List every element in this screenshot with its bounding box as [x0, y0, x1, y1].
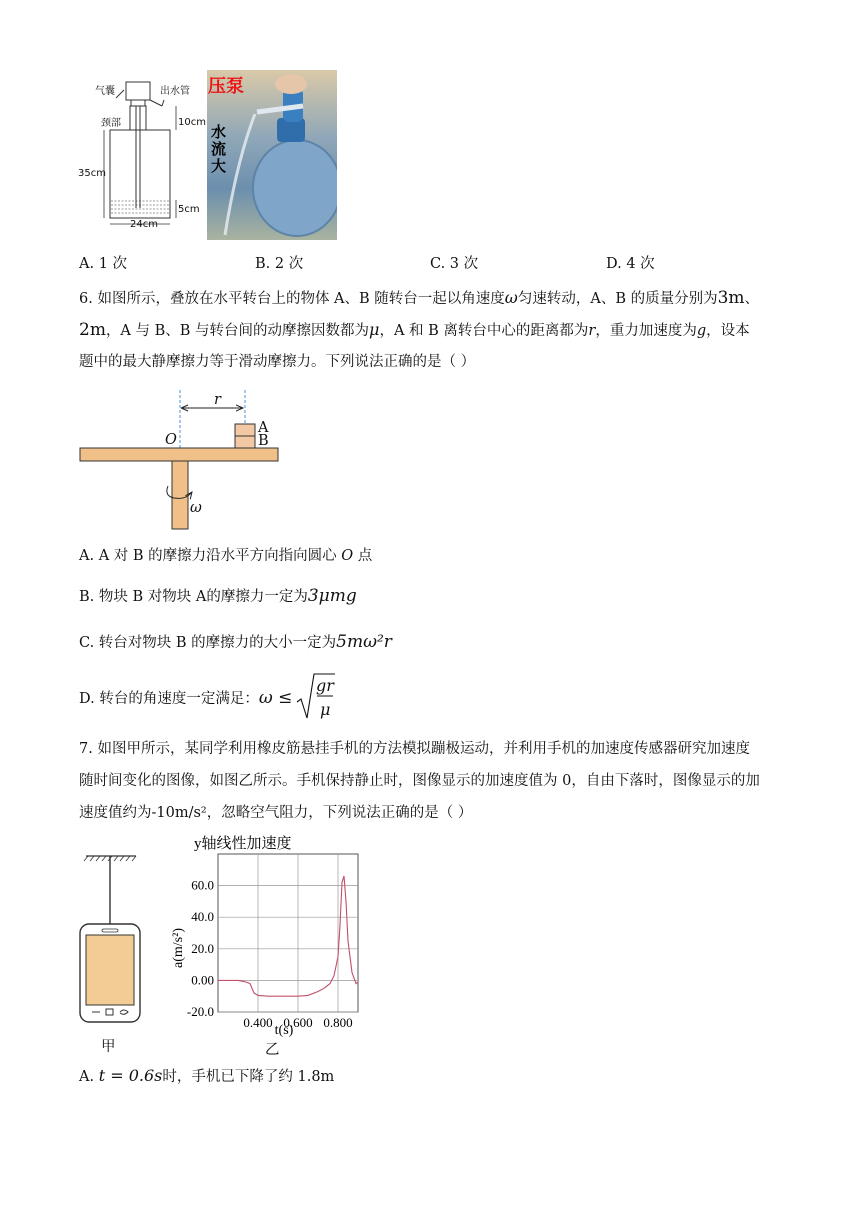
q6-text: 6. 如图所示，叠放在水平转台上的物体 A、B 随转台一起以角速度 [79, 291, 505, 307]
q6-mass-a: 3m [717, 288, 745, 308]
label-24cm: 24cm [130, 219, 158, 230]
q7-option-a-text: 时，手机已下降了约 1.8m [162, 1069, 335, 1085]
phone-svg [78, 852, 144, 1024]
chart-frame [218, 854, 358, 1012]
chart-y-axis-label: a(m/s²) [171, 928, 186, 968]
q6-option-d[interactable] [79, 688, 292, 709]
chart-x-tick-label: 0.400 [243, 1015, 273, 1030]
chart-y-tick-label: 20.0 [191, 940, 214, 956]
q7-stem-line1: 7. 如图甲所示，某同学利用橡皮筋悬挂手机的方法模拟蹦极运动，并利用手机的加速度传感器研究加速度 [79, 741, 750, 757]
q6-r: r [588, 323, 596, 339]
q6-option-b-text: B. 物块 B 对物块 A的摩擦力一定为 [79, 589, 308, 605]
q7-stem-line3: 速度值约为-10m/s²，忽略空气阻力，下列说法正确的是（ ） [79, 805, 473, 821]
turntable-svg [78, 388, 288, 533]
q6-option-a-o: O [341, 548, 354, 564]
q6-option-b[interactable] [79, 586, 357, 607]
q6-stem-line2 [79, 320, 750, 341]
q6-option-d-text: D. 转台的角速度一定满足： [79, 691, 259, 707]
chart-grid [218, 854, 358, 1012]
fig-label-a: A [258, 420, 269, 436]
chart-y-tick-label: -20.0 [186, 1004, 214, 1019]
label-10cm: 10cm [178, 117, 206, 128]
q6-option-d-lhs: ω ≤ [258, 688, 293, 708]
photo-text-side: 水流大 [211, 123, 227, 175]
q6-text: ，重力加速度为 [595, 323, 697, 339]
q7-stem-line2: 随时间变化的图像，如图乙所示。手机保持静止时，图像显示的加速度值为 0，自由下落时，图像显示的加 [79, 773, 760, 789]
q6-option-b-expr: 3μmg [307, 586, 357, 606]
chart-x-axis-label: t(s) [274, 1023, 294, 1038]
q6-option-c-expr: 5mω²r [336, 632, 392, 652]
q6-sqrt-denominator: μ [320, 700, 331, 719]
chart-x-tick-label: 0.600 [283, 1015, 313, 1030]
q6-text: ，A 和 B 离转台中心的距离都为 [379, 323, 589, 339]
acceleration-chart-svg [168, 830, 368, 1062]
q7-option-a-label: A. [79, 1069, 95, 1085]
q6-stem-line1 [79, 288, 759, 309]
q6-option-c-text: C. 转台对物块 B 的摩擦力的大小一定为 [79, 635, 337, 651]
q7-option-a-expr: t = 0.6s [98, 1066, 163, 1085]
q6-mu: μ [369, 320, 380, 339]
turntable-diagram [78, 388, 288, 533]
figure-label-yi: 乙 [265, 1042, 280, 1058]
turntable-shaft [172, 461, 188, 529]
acceleration-chart [168, 830, 368, 1062]
fig-label-r: r [214, 392, 221, 408]
label-35cm: 35cm [78, 168, 106, 179]
q6-stem-line3: 题中的最大静摩擦力等于滑动摩擦力。下列说法正确的是（ ） [79, 354, 476, 370]
chart-title: y轴线性加速度 [194, 836, 292, 852]
chart-x-tick-label: 0.800 [323, 1015, 353, 1030]
turntable-plate [80, 448, 278, 461]
block-b [235, 436, 255, 448]
q7-option-a[interactable] [79, 1066, 334, 1087]
chart-y-tick-label: 40.0 [191, 909, 214, 925]
chart-x-ticks [243, 1015, 352, 1030]
chart-y-tick-label: 60.0 [191, 877, 214, 893]
label-airbag: 气囊 [95, 86, 115, 97]
q6-option-a-text: A. A 对 B 的摩擦力沿水平方向指向圆心 [79, 548, 337, 564]
photo-text-top: 压泵 [208, 76, 244, 97]
q6-text: ，设本 [706, 323, 750, 339]
label-neck: 颈部 [101, 118, 121, 129]
fig-label-omega: ω [190, 500, 202, 516]
q6-option-c[interactable] [79, 632, 392, 653]
q6-g: g [696, 323, 707, 339]
q6-text: ，A 与 B、B 与转台间的动摩擦因数都为 [105, 323, 370, 339]
fig-label-o: O [165, 432, 177, 448]
q5-option-c[interactable]: C. 3 次 [430, 256, 479, 272]
label-outlet: 出水管 [160, 86, 190, 97]
q5-option-d[interactable]: D. 4 次 [606, 256, 655, 272]
phone-diagram [78, 852, 144, 1024]
q6-sqrt-numerator: gr [316, 676, 334, 695]
q5-option-b[interactable]: B. 2 次 [255, 256, 304, 272]
chart-y-tick-label: 0.00 [191, 972, 214, 988]
fig-label-b: B [258, 433, 269, 449]
q6-omega: ω [504, 288, 518, 307]
chart-y-ticks [187, 878, 214, 1019]
label-5cm: 5cm [178, 204, 200, 215]
q6-option-a-post: 点 [357, 548, 373, 564]
q6-mass-b: 2m [79, 320, 106, 340]
q6-text: 匀速转动，A、B 的质量分别为 [517, 291, 718, 307]
q6-sep: 、 [744, 291, 760, 307]
block-a [235, 424, 255, 436]
q5-option-a[interactable]: A. 1 次 [79, 256, 128, 272]
figure-label-jia: 甲 [101, 1039, 116, 1055]
chart-series-line [218, 876, 358, 996]
q6-option-a[interactable] [79, 546, 372, 566]
